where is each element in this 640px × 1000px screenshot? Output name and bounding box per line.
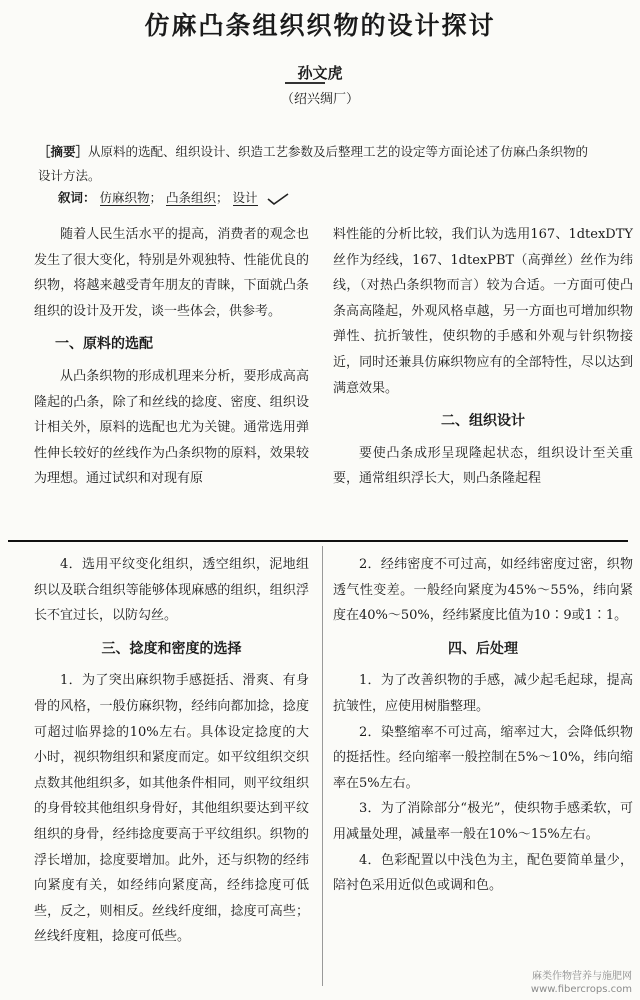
heading-twist-density: 三、捻度和密度的选择 — [101, 640, 242, 657]
checkmark-icon — [266, 192, 290, 206]
column-bottom-right — [333, 552, 633, 899]
keyword-2: 凸条组织 — [166, 190, 217, 205]
materials-continued: 料性能的分析比较，我们认为选用167、1dtexDTY丝作为经线，167、1dtexPBT（高弹丝）丝作为纬线，（对热凸条织物而言）较为合适。一方面可使凸条高高隆起，外观风格卓越，另一方面也可增加织物弹性、抗折皱性，使织物的手感和外观与针织物接近，同时还兼具仿麻织物应有的全部特性，尽以达到满意效果。 — [333, 227, 633, 396]
heading-finishing: 四、后处理 — [448, 640, 518, 657]
keywords: 叙词： 仿麻织物； 凸条组织； 设计 — [58, 188, 290, 206]
page-divider — [8, 540, 628, 542]
heading-weave-design: 二、组织设计 — [441, 413, 525, 430]
column-top-right — [333, 222, 633, 492]
column-divider — [322, 546, 323, 986]
keyword-1: 仿麻织物 — [99, 190, 150, 205]
author-name: 孙文虎 — [297, 64, 343, 82]
heading-materials: 一、原料的选配 — [55, 336, 153, 353]
abstract-label: ［摘要］ — [38, 144, 89, 159]
finishing-item-3: 3．为了消除部分“极光”，使织物手感柔软，可用减量处理，减量率一般在10%～15%左右。 — [333, 801, 633, 842]
abstract — [38, 140, 590, 188]
abstract-text: 从原料的选配、组织设计、织造工艺参数及后整理工艺的设定等方面论述了仿麻凸条织物的设计方法。 — [38, 144, 589, 183]
author-affiliation: （绍兴绸厂） — [280, 92, 359, 107]
density-paragraph: 2．经纬密度不可过高，如经纬密度过密，织物透气性变差。一般经向紧度为45%～55%，纬向紧度在40%～50%，经纬紧度比值为10∶9或1∶1。 — [333, 557, 633, 624]
intro-paragraph: 随着人民生活水平的提高，消费者的观念也发生了很大变化，特别是外观独特、性能优良的织物，将越来越受青年朋友的青睐，下面就凸条组织的设计及开发，谈一些体会，供参考。 — [34, 227, 309, 319]
finishing-item-4: 4．色彩配置以中浅色为主，配色要简单量少，陪衬色采用近似色或调和色。 — [333, 852, 633, 894]
finishing-item-1: 1．为了改善织物的手感，减少起毛起球，提高抗皱性，应使用树脂整理。 — [333, 673, 633, 714]
watermark-line-1: 麻类作物营养与施肥网 — [532, 971, 632, 982]
weave-item-4: 4．选用平纹变化组织，透空组织，泥地组织以及联合组织等能够体现麻感的组织，组织浮长不宜过长，以防勾丝。 — [34, 557, 309, 624]
materials-paragraph: 从凸条织物的形成机理来分析，要形成高高隆起的凸条，除了和丝线的捻度、密度、组织设计相关外，原料的选配也尤为关键。通常选用弹性伸长较好的丝线作为凸条织物的原料，效果较为理想。通过试织和对现有原 — [34, 368, 309, 487]
column-top-left — [34, 222, 309, 492]
site-watermark — [531, 970, 632, 996]
twist-paragraph: 1．为了突出麻织物手感挺括、滑爽、有身骨的风格，一般仿麻织物，经纬向都加捻，捻度可超过临界捻的10%左右。具体设定捻度的大小时，视织物组织和紧度而定。如平纹组织交织点数其他组织多，如其他条件相同，则平纹组织的身骨较其他组织身骨好，其他组织要达到平纹组织的身骨，经纬捻度要高于平纹组织。织物的浮长增加，捻度要增加。此外，还与织物的经纬向紧度有关，如经纬向紧度高，经纬捻度可低些，反之，则相反。丝线纤度细，捻度可高些；丝线纤度粗，捻度可低些。 — [34, 673, 309, 945]
article-title: 仿麻凸条组织织物的设计探讨 — [144, 11, 496, 40]
keyword-3: 设计 — [232, 190, 258, 205]
weave-design-paragraph: 要使凸条成形呈现隆起状态，组织设计至关重要，通常组织浮长大，则凸条隆起程 — [333, 445, 633, 487]
keywords-label: 叙词： — [58, 190, 96, 205]
watermark-line-2: www.fibercrops.com — [530, 984, 632, 995]
finishing-item-2: 2．染整缩率不可过高，缩率过大，会降低织物的挺括性。经向缩率一般控制在5%～10%，纬向缩率在5%左右。 — [333, 724, 633, 791]
column-bottom-left — [34, 552, 309, 950]
